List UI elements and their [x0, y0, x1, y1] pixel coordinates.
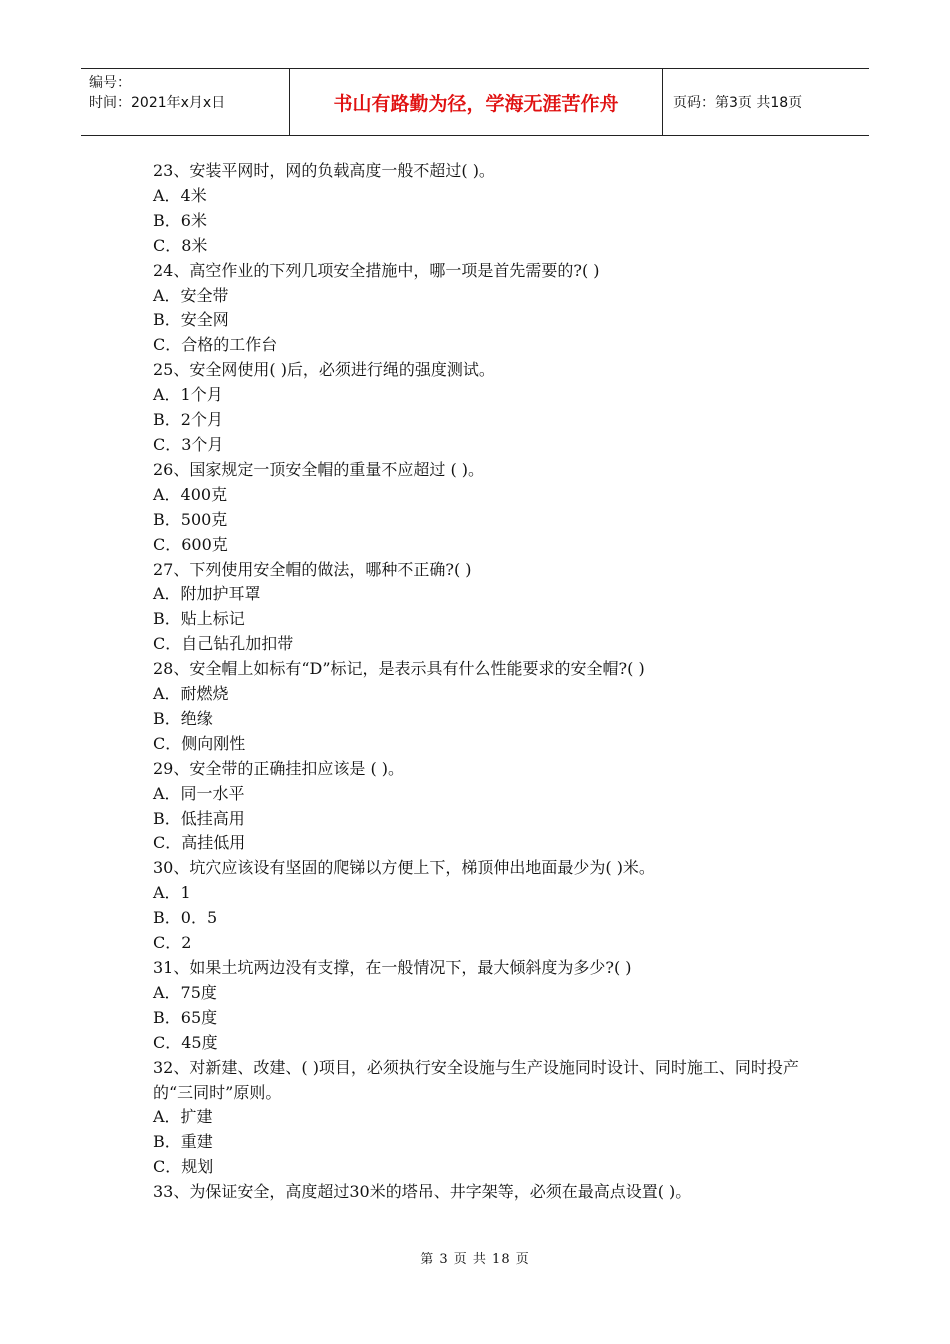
answer-option: C．2	[153, 933, 192, 953]
question-item	[153, 856, 803, 956]
question-text: 25、安全网使用( )后，必须进行绳的强度测试。	[153, 360, 495, 380]
answer-option: A．扩建	[153, 1107, 213, 1127]
answer-option: C．合格的工作台	[153, 335, 278, 355]
answer-option: A．附加护耳罩	[153, 584, 261, 604]
question-item	[153, 657, 803, 757]
document-header	[81, 68, 869, 136]
answer-option: B．0．5	[153, 908, 218, 928]
question-text: 33、为保证安全，高度超过30米的塔吊、井字架等，必须在最高点设置( )。	[153, 1182, 692, 1202]
page-footer: 第 3 页 共 18 页	[420, 1252, 530, 1267]
answer-option: C．600克	[153, 534, 228, 554]
answer-option: B．贴上标记	[153, 609, 245, 629]
answer-option: A．400克	[153, 484, 228, 504]
answer-option: B．安全网	[153, 310, 229, 330]
question-text: 32、对新建、改建、( )项目，必须执行安全设施与生产设施同时设计、同时施工、同时投产的“三同时”原则。	[153, 1057, 799, 1102]
answer-option: B．低挂高用	[153, 808, 245, 828]
answer-option: C．8米	[153, 235, 208, 255]
question-text: 30、坑穴应该设有坚固的爬锑以方便上下，梯顶伸出地面最少为( )米。	[153, 858, 655, 878]
answer-option: B．2个月	[153, 410, 223, 430]
answer-option: C．高挂低用	[153, 833, 246, 853]
question-text: 28、安全帽上如标有“D”标记，是表示具有什么性能要求的安全帽?( )	[153, 659, 645, 679]
document-date: 时间：2021年x月x日	[89, 95, 226, 111]
answer-option: C．侧向刚性	[153, 733, 246, 753]
header-slogan: 书山有路勤为径，学海无涯苦作舟	[290, 69, 663, 135]
answer-option: B．65度	[153, 1007, 218, 1027]
question-text: 26、国家规定一顶安全帽的重量不应超过 ( )。	[153, 459, 485, 479]
question-item	[153, 956, 803, 1056]
question-list	[153, 159, 803, 1205]
question-item	[153, 1180, 803, 1205]
answer-option: A．4米	[153, 185, 207, 205]
question-item	[153, 757, 803, 857]
question-text: 29、安全带的正确挂扣应该是 ( )。	[153, 758, 405, 778]
header-meta	[81, 69, 290, 135]
question-item	[153, 1056, 803, 1181]
answer-option: A．安全带	[153, 285, 229, 305]
question-item	[153, 159, 803, 259]
header-page-code: 页码：第3页 共18页	[673, 95, 803, 111]
answer-option: B．500克	[153, 509, 228, 529]
answer-option: B．6米	[153, 210, 207, 230]
document-number-label: 编号：	[89, 75, 131, 91]
answer-option: C．规划	[153, 1157, 214, 1177]
answer-option: A．1个月	[153, 385, 223, 405]
question-item	[153, 558, 803, 658]
question-item	[153, 259, 803, 359]
question-text: 24、高空作业的下列几项安全措施中，哪一项是首先需要的?( )	[153, 260, 600, 280]
answer-option: B．绝缘	[153, 708, 213, 728]
answer-option: C．3个月	[153, 434, 224, 454]
answer-option: B．重建	[153, 1132, 213, 1152]
answer-option: A．同一水平	[153, 783, 245, 803]
answer-option: C．45度	[153, 1032, 218, 1052]
question-text: 31、如果土坑两边没有支撑，在一般情况下，最大倾斜度为多少?( )	[153, 958, 632, 977]
answer-option: A．耐燃烧	[153, 684, 229, 704]
question-text: 23、安装平网时，网的负载高度一般不超过( )。	[153, 161, 495, 180]
answer-option: C．自己钻孔加扣带	[153, 634, 294, 654]
question-item	[153, 358, 803, 458]
answer-option: A．1	[153, 883, 191, 903]
answer-option: A．75度	[153, 982, 217, 1002]
question-text: 27、下列使用安全帽的做法，哪种不正确?( )	[153, 559, 472, 579]
question-item	[153, 458, 803, 558]
